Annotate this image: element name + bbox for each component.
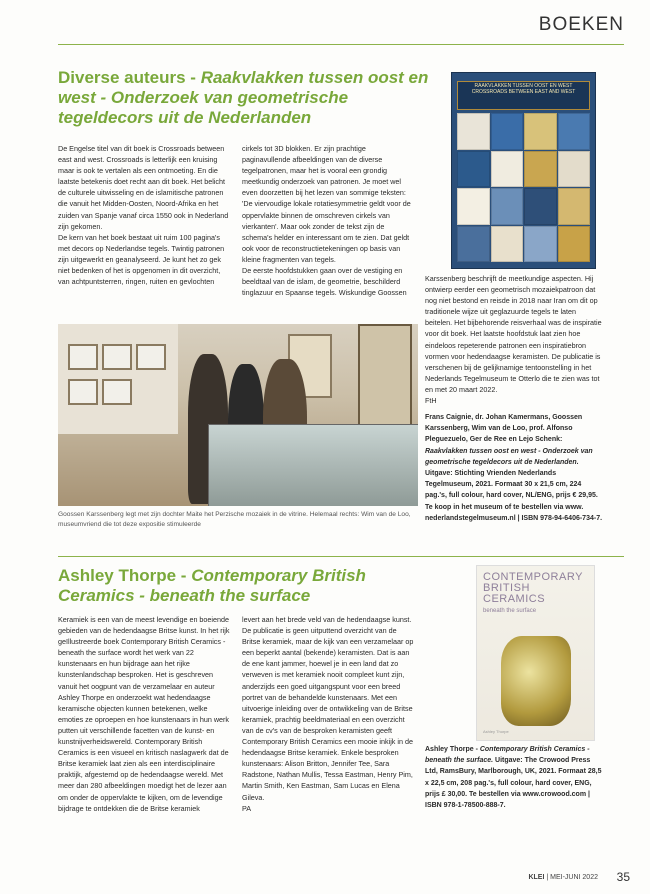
article-divider — [58, 556, 624, 557]
ceramic-sculpture-image — [501, 636, 571, 726]
article1-title-authors: Diverse auteurs - — [58, 68, 201, 87]
book-cover-title — [457, 81, 590, 110]
article2-title-author: Ashley Thorpe - — [58, 566, 192, 585]
article2-bibliography — [425, 744, 605, 811]
article1-title-book: Raakvlakken tussen oost en west - Onderzoek van geometrische tegeldecors uit de Nederlanden — [58, 68, 429, 127]
signature-initials: FtH — [425, 396, 437, 406]
biblio-title: Contemporary British Ceramics - beneath the surface. — [425, 746, 590, 765]
page-number: 35 — [616, 870, 630, 884]
biblio-details: Uitgave: Stichting Vrienden Nederlands Tegelmuseum, 2021. Formaat 30 x 21,5 cm, 224 pag.'s, full colour, hard cover, NL/ENG, prijs € 29,95. Te koop in het museum of te bestellen via www. nederlandstegelmuseum.nl | ISBN 978-94-6406-734-7. — [425, 470, 603, 522]
book-cover-title-text: RAAKVLAKKEN TUSSEN OOST EN WEST — [474, 83, 573, 89]
article2-title-book: Contemporary British Ceramics - beneath the surface — [58, 566, 366, 605]
paragraph: Keramiek is een van de meest levendige en boeiende gebieden van de hedendaagse Britse kunst. In het rijk geïllustreerde boek Contemporary British Ceramics - beneath the surface wordt het werk van 22 kunstenaars en hun bijdrage aan het rijke kunstenlandschap besproken. Het is geschreven vanuit het oogpunt van de verzamelaar en auteur Ashley Thorpe en onderzoekt wat hedendaagse keramische objecten kunnen betekenen, welke emoties ze oproepen en hoe kunstenaars in hun werk putten uit verschillende facetten van de kunst- en kunstnijverheidswereld. Contemporary British Ceramics is een visueel en kritisch naslagwerk dat de Britse keramiek laat zien als een interdisciplinaire praktijk, afgestemd op de hedendaagse wereld. Met meer dan 280 afbeeldingen moedigt het de lezer aan om onder de oppervlakte te kijken, om de levendige bijdrage te ontdekken die de Britse keramiek — [58, 615, 230, 813]
biblio-authors: Frans Caignie, dr. Johan Kamermans, Goossen Karssenberg, Wim van de Loo, prof. Alfonso Pleguezuelo, Ger de Ree en Lejo Schenk: — [425, 414, 583, 444]
paragraph: De kern van het boek bestaat uit ruim 100 pagina's met decors op Nederlandse tegels. Twintig patronen zijn uitgewerkt en geanalyseerd. Je kunt het zo gek niet bedenken of het is opgenomen in dit overzicht, van achtpuntsterren, ringen, ruiten en gevlochten — [58, 232, 225, 287]
tile-pattern-image — [457, 113, 590, 262]
biblio-title: Raakvlakken tussen oost en west - Onderzoek van geometrische tegeldecors uit de Nederlanden. — [425, 447, 593, 466]
exhibition-photo — [58, 324, 418, 506]
article1-column-2 — [242, 143, 414, 298]
book-cover-author: Ashley Thorpe — [483, 729, 509, 734]
issue-date: | MEI-JUNI 2022 — [546, 874, 598, 881]
section-header: BOEKEN — [538, 14, 624, 35]
book-cover-raakvlakken — [451, 72, 596, 269]
article1-column-1 — [58, 143, 230, 287]
article2-column-2 — [242, 614, 414, 814]
article2-column-1 — [58, 614, 230, 814]
paragraph: De eerste hoofdstukken gaan over de vestiging en beeldtaal van de islam, de geometrie, beschilderd tinglazuur en Spaanse tegels. Wiskundige Goossen — [242, 266, 407, 298]
article2-title — [58, 566, 438, 606]
header-rule — [58, 44, 624, 45]
book-cover-contemporary-british-ceramics — [476, 565, 595, 741]
paragraph: cirkels tot 3D blokken. Er zijn prachtige paginavullende afbeeldingen van de diverse tegelpatronen, maar het is vooral een grondig meetkundig onderzoek van patronen. Je moet wel even doorzetten bij het lezen van sommige teksten: 'De viervoudige lokale rotatiesymmetrie geldt voor de oppervlakte binnen de omschreven cirkels van vierkanten'. Maar ook zonder de tekst zijn de schema's helder en interessant om te zien. Dat geldt ook voor de reconstructietekeningen op basis van kleine fragmenten van tegels. — [242, 144, 411, 264]
article1-column-3 — [425, 273, 603, 406]
magazine-name: KLEI — [528, 874, 545, 881]
photo-caption: Goossen Karssenberg legt met zijn dochter Maite het Perzische mozaiek in de vitrine. Helemaal rechts: Wim van de Loo, museumvriend die tot deze expositie stimuleerde — [58, 511, 411, 528]
article1-title — [58, 68, 443, 128]
biblio-details: Uitgave: The Crowood Press Ltd, RamsBury, Marlborough, UK, 2021. Formaat 28,5 x 22,5 cm, 208 pag.'s, full colour, hard cover, ENG, prijs £ 30,00. Te bestellen via www.crowood.com | ISBN 978-1-78500-888-7. — [425, 757, 602, 810]
page-footer — [528, 874, 598, 881]
book-cover-subtitle-text: CROSSROADS BETWEEN EAST AND WEST — [471, 89, 576, 95]
book-cover-subtitle: beneath the surface — [483, 608, 537, 614]
biblio-author: Ashley Thorpe - — [425, 746, 480, 753]
book-cover-title: CONTEMPORARY BRITISH CERAMICS — [483, 571, 583, 605]
paragraph: De Engelse titel van dit boek is Crossroads between east and west. Crossroads is letterlijk een kruising maar is ook te vertalen als een ontmoeting. En die laatste betekenis doet recht aan dit boek. Het belicht de culturele uitwisseling en de islamitische patronen die vanuit het Midden-Oosten, Noord-Afrika en het zuiden van Spanje vanaf circa 1550 ook in Nederland zijn gekomen. — [58, 144, 229, 231]
article1-bibliography — [425, 412, 605, 524]
paragraph: Karssenberg beschrijft de meetkundige aspecten. Hij ontwierp eerder een geometrisch mozaiekpatroon dat nog niet bestond en reisde in 2018 naar Iran om dit op traditionele wijze uit geglazuurde tegels te laten beitelen. Het bijbehorende reisverhaal was de inspiratie voor dit boek. Het laatste hoofdstuk laat zien hoe eindeloos repeterende patronen een inspiratiebron vormen voor hedendaagse keramisten. De publicatie is verschenen bij de gelijknamige tentoonstelling in het Nederlands Tegelmuseum te Otterlo die te zien was tot en met 20 maart 2022. — [425, 274, 602, 394]
paragraph: levert aan het brede veld van de hedendaagse kunst. De publicatie is geen uitputtend overzicht van de Britse keramiek, maar de kijk van een verzamelaar op een beperkt aantal (bekende) keramisten. Dat is aan de ene kant jammer, hoewel je in een land dat zo verweven is met keramiek nooit compleet kunt zijn, anderzijds een goed uitgangspunt voor een breed portret van de behandelde kunstenaars. Met een uitvoerige inleiding over de ontwikkeling van de Britse keramiek, prachtig beeldmateriaal en een overzicht van de cv's van de besproken keramisten geeft Contemporary British Ceramics een mooie inkijk in de hedendaagse Britse keramiek. Enkele besproken kunstenaars: Alison Britton, Jennifer Tee, Sara Radstone, Nathan Mullis, Tessa Eastman, Henry Pim, Martin Smith, Ken Eastman, Sam Lucas en Elena Gileva. — [242, 615, 414, 802]
signature-initials: PA — [242, 803, 252, 813]
